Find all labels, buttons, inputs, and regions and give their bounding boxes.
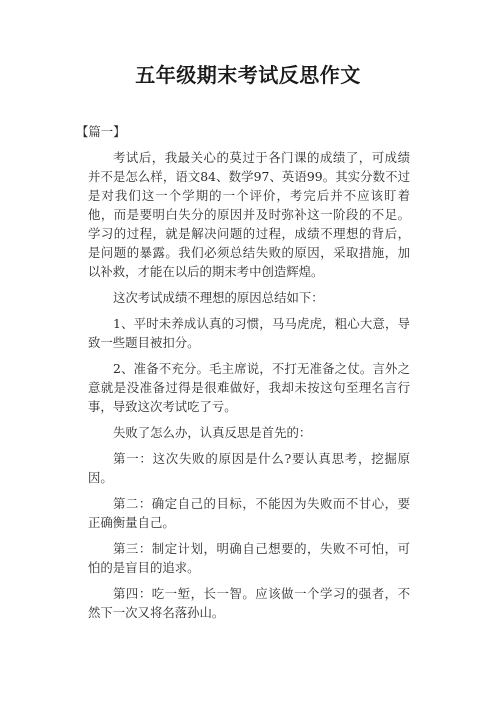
paragraph-step-4: 第四：吃一堑，长一智。应该做一个学习的强者，不然下一次又将名落孙山。 — [88, 586, 410, 620]
paragraph-reason-2: 2、准备不充分。毛主席说，不打无准备之仗。言外之意就是没准备过得是很难做好，我却未按这句至理名言行事，导致这次考试吃了亏。 — [88, 361, 410, 414]
paragraph-reflection-heading: 失败了怎么办，认真反思是首先的： — [113, 425, 312, 440]
document-body — [76, 122, 410, 629]
paragraph-reason-1: 1、平时未养成认真的习惯，马马虎虎，粗心大意，导致一些题目被扣分。 — [88, 316, 410, 350]
paragraph-step-3: 第三：制定计划，明确自己想要的，失败不可怕，可怕的是盲目的追求。 — [88, 541, 410, 575]
paragraph-intro: 考试后，我最关心的莫过于各门课的成绩了，可成绩并不是怎么样，语文84、数学97、英语99。其实分数不过是对我们这一个学期的一个评价，考完后并不应该盯着他，而是要明白失分的原因并及时弥补这一阶段的不足。学习的过程，就是解决问题的过程，成绩不理想的背后，是问题的暴露。我们必须总结失败的原因，采取措施，加以补救，才能在以后的期末考中创造辉煌。 — [88, 150, 410, 279]
paragraph-step-1: 第一：这次失败的原因是什么?要认真思考，挖掘原因。 — [88, 451, 410, 485]
document-title: 五年级期末考试反思作文 — [135, 63, 361, 87]
section-label: 【篇一】 — [76, 124, 126, 139]
paragraph-reasons-heading: 这次考试成绩不理想的原因总结如下： — [113, 290, 324, 305]
paragraph-step-2: 第二：确定自己的目标，不能因为失败而不甘心，要正确衡量自己。 — [88, 496, 410, 530]
